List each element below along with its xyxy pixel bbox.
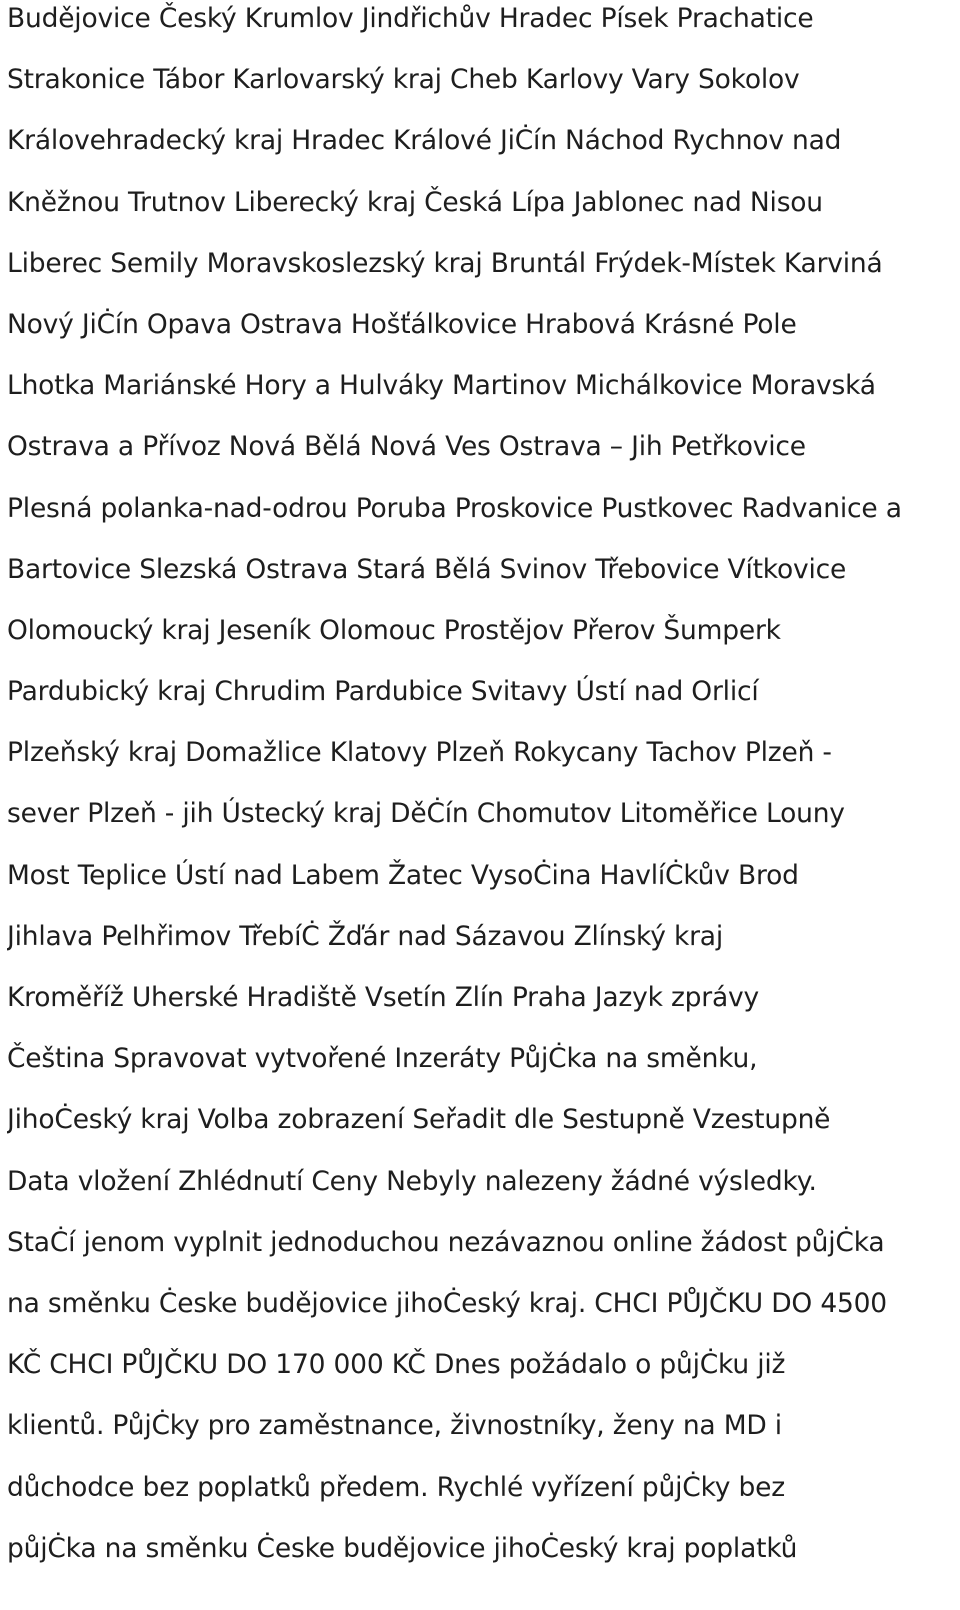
- text-line: Kroměříž Uherské Hradiště Vsetín Zlín Praha Jazyk zprávy: [7, 982, 759, 1013]
- text-line: Data vložení Zhlédnutí Ceny Nebyly nalezeny žádné výsledky.: [7, 1165, 817, 1197]
- text-line: Plesná polanka-nad-odrou Poruba Proskovice Pustkovec Radvanice a: [7, 492, 902, 524]
- text-line: sever Plzeň - jih Ústecký kraj DěĊín Chomutov Litoměřice Louny: [7, 798, 845, 830]
- text-line: Královehradecký kraj Hradec Králové JiĊín Náchod Rychnov nad: [7, 125, 842, 157]
- text-line: Kněžnou Trutnov Liberecký kraj Česká Lípa Jablonec nad Nisou: [7, 186, 823, 218]
- text-line: Ostrava a Přívoz Nová Bělá Nová Ves Ostrava – Jih Petřkovice: [7, 431, 806, 463]
- text-line: Strakonice Tábor Karlovarský kraj Cheb Karlovy Vary Sokolov: [7, 64, 800, 96]
- text-line: klientů. PůjĊky pro zaměstnance, živnostníky, ženy na MD i: [7, 1410, 782, 1442]
- text-line: KČ CHCI PŮJČKU DO 170 000 KČ Dnes požádalo o půjĊku již: [7, 1349, 786, 1381]
- text-line: půjĊka na směnku Ċeske budějovice jihoĊeský kraj poplatků: [7, 1532, 798, 1564]
- text-line: Nový JiĊín Opava Ostrava Hošťálkovice Hrabová Krásné Pole: [7, 308, 797, 340]
- text-line: důchodce bez poplatků předem. Rychlé vyřízení půjĊky bez: [7, 1471, 785, 1503]
- text-line: Jihlava Pelhřimov TřebíĊ Žďár nad Sázavou Zlínský kraj: [7, 920, 723, 952]
- text-line: StaĊí jenom vyplnit jednoduchou nezávaznou online žádost půjĊka: [7, 1226, 885, 1258]
- text-line: Lhotka Mariánské Hory a Hulváky Martinov Michálkovice Moravská: [7, 370, 876, 402]
- text-line: Most Teplice Ústí nad Labem Žatec VysoĊina HavlíĊkův Brod: [7, 859, 799, 891]
- text-line: Plzeňský kraj Domažlice Klatovy Plzeň Rokycany Tachov Plzeň -: [7, 737, 832, 769]
- text-line: JihoĊeský kraj Volba zobrazení Seřadit dle Sestupně Vzestupně: [7, 1104, 831, 1136]
- text-line: Čeština Spravovat vytvořené Inzeráty PůjĊka na směnku,: [7, 1043, 758, 1075]
- text-line: Pardubický kraj Chrudim Pardubice Svitavy Ústí nad Orlicí: [7, 676, 759, 708]
- text-line: Olomoucký kraj Jeseník Olomouc Prostějov Přerov Šumperk: [7, 614, 781, 646]
- document-text: [7, 0, 950, 1579]
- text-line: Liberec Semily Moravskoslezský kraj Bruntál Frýdek-Místek Karviná: [7, 247, 883, 279]
- text-line: na směnku Ċeske budějovice jihoĊeský kraj. CHCI PŮJČKU DO 4500: [7, 1287, 887, 1319]
- text-line: Bartovice Slezská Ostrava Stará Bělá Svinov Třebovice Vítkovice: [7, 553, 847, 585]
- text-line: Budějovice Český Krumlov Jindřichův Hradec Písek Prachatice: [7, 3, 814, 34]
